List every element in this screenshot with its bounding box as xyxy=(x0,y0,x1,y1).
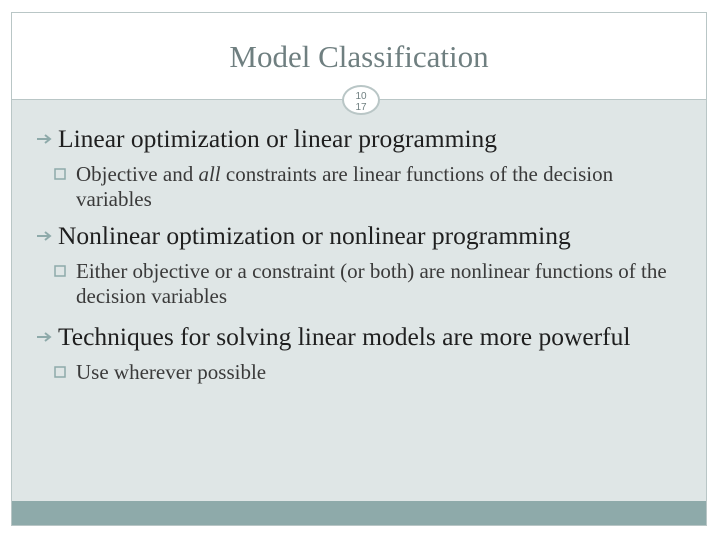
bullet-2-sub-1 xyxy=(54,259,676,309)
page-number-top: 10 xyxy=(355,91,367,102)
arrow-bullet-icon xyxy=(36,132,54,146)
slide-content xyxy=(12,123,706,385)
bullet-1-sub-1 xyxy=(54,162,676,212)
bullet-3 xyxy=(36,321,698,352)
bullet-1-sub-1-post: constraints are linear functions of the decision variables xyxy=(76,162,614,211)
bullet-1-text: Linear optimization or linear programming xyxy=(58,124,498,153)
arrow-bullet-icon xyxy=(36,330,54,344)
page-number-bottom: 17 xyxy=(355,102,367,113)
square-bullet-icon xyxy=(54,265,66,277)
square-bullet-icon xyxy=(54,366,66,378)
bottom-accent-bar xyxy=(12,501,706,525)
bullet-2 xyxy=(36,220,698,251)
bullet-2-sub-1-text: Either objective or a constraint (or both) are nonlinear functions of the decision variables xyxy=(76,259,667,308)
page-number-badge xyxy=(342,85,380,115)
slide-frame xyxy=(11,12,707,526)
bullet-3-sub-1-text: Use wherever possible xyxy=(76,360,267,384)
bullet-1 xyxy=(36,123,698,154)
bullet-3-sub-1 xyxy=(54,360,676,385)
arrow-bullet-icon xyxy=(36,229,54,243)
bullet-1-sub-1-em: all xyxy=(198,162,221,186)
bullet-3-text: Techniques for solving linear models are more powerful xyxy=(58,322,631,351)
bullet-2-text: Nonlinear optimization or nonlinear programming xyxy=(58,221,571,250)
square-bullet-icon xyxy=(54,168,66,180)
bullet-1-sub-1-pre: Objective and xyxy=(76,162,199,186)
slide-title: Model Classification xyxy=(229,39,489,74)
